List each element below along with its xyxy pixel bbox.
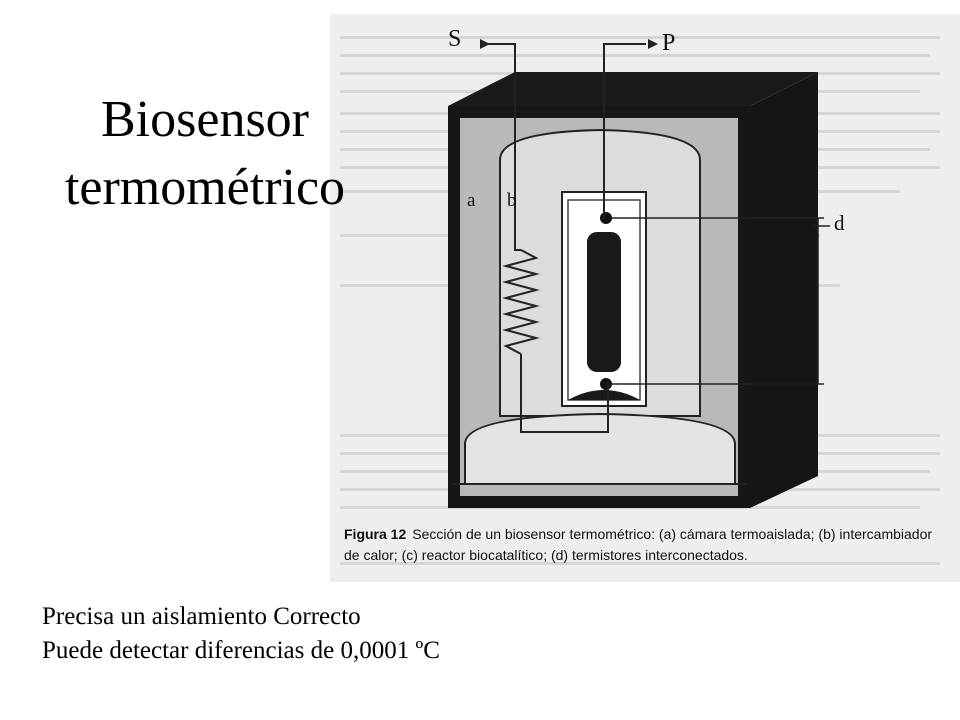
- figure-caption: [344, 524, 944, 566]
- caption-heading: Figura 12: [344, 526, 407, 542]
- biocatalytic-column: [587, 232, 621, 372]
- thermistor-top: [600, 212, 612, 224]
- label-b: b: [507, 190, 517, 211]
- chamber-side-face: [750, 72, 818, 508]
- label-d: d: [834, 211, 845, 235]
- caption-text: Sección de un biosensor termométrico: (a) cámara termoaislada; (b) intercambiador de calor; (c) reactor biocatalítico; (d) termistores interconectados.: [344, 526, 933, 563]
- label-s: S: [448, 26, 462, 52]
- outlet-arrow-icon: [648, 39, 658, 49]
- note-sensitivity: Puede detectar diferencias de 0,0001 ºC: [42, 637, 440, 664]
- slide-title: [40, 86, 370, 222]
- lower-dome: [465, 414, 735, 484]
- note-insulation: Precisa un aislamiento Correcto: [42, 603, 361, 630]
- thermistor-bottom: [600, 378, 612, 390]
- inlet-arrow-icon: [480, 39, 490, 49]
- label-a: a: [467, 190, 476, 211]
- label-p: P: [662, 30, 676, 56]
- biosensor-diagram: [330, 14, 960, 524]
- slide-notes: [42, 600, 440, 668]
- slide-title-line-2: termométrico: [64, 159, 346, 216]
- slide-title-line-1: Biosensor: [101, 91, 309, 148]
